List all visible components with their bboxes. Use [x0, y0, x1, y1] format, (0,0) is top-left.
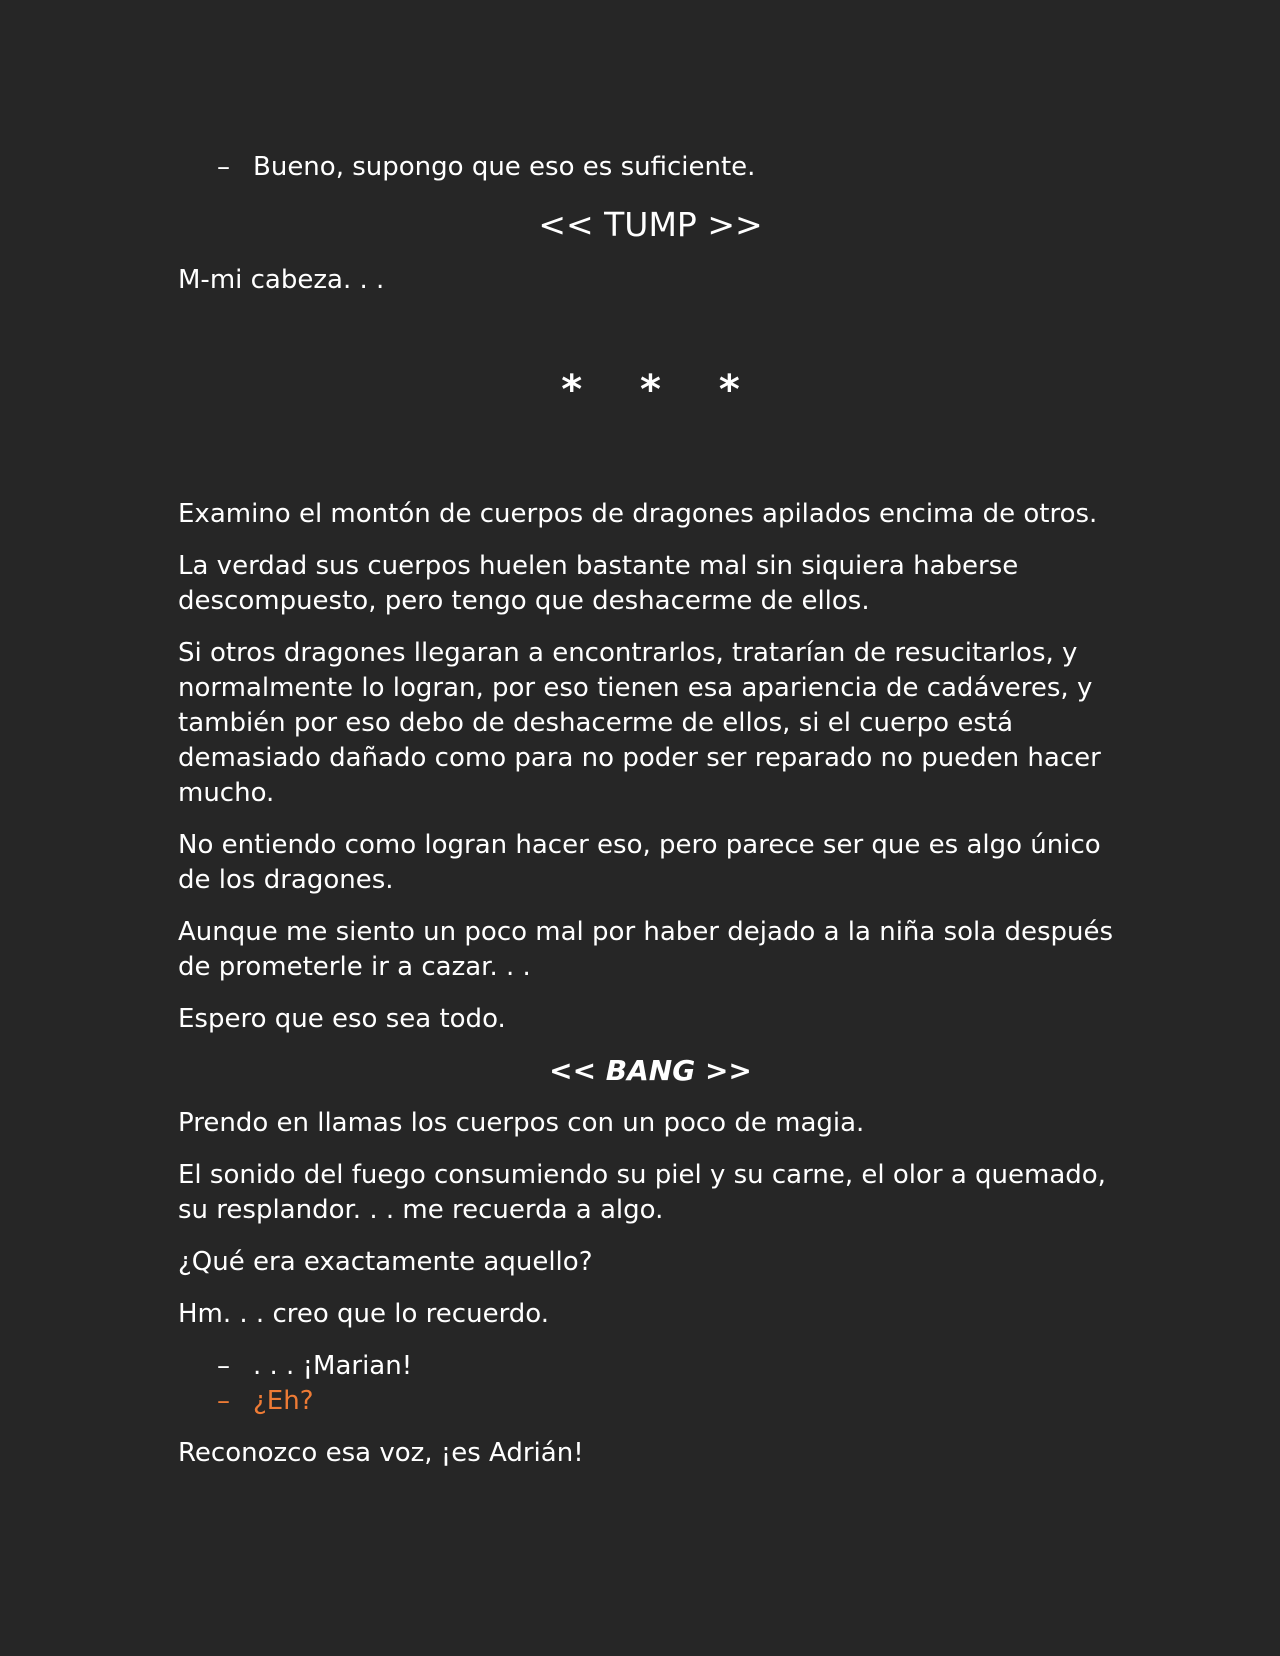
sound-effect-tump: << TUMP >>	[538, 205, 763, 244]
dialogue-dash: –	[217, 1386, 230, 1416]
paragraph: La verdad sus cuerpos huelen bastante mal sin siquiera haberse descompuesto, pero tengo que deshacerme de ellos.	[178, 551, 1019, 616]
paragraph: Examino el montón de cuerpos de dragones apilados encima de otros.	[178, 499, 1098, 529]
dialogue-line	[178, 150, 1123, 185]
paragraph: Aunque me siento un poco mal por haber dejado a la niña sola después de prometerle ir a cazar. . .	[178, 917, 1114, 982]
paragraph: Espero que eso sea todo.	[178, 1004, 506, 1034]
paragraph: Prendo en llamas los cuerpos con un poco de magia.	[178, 1108, 865, 1138]
dialogue-text: ¿Eh?	[253, 1386, 314, 1416]
paragraph: No entiendo como logran hacer eso, pero parece ser que es algo único de los dragones.	[178, 830, 1101, 895]
paragraph: Reconozco esa voz, ¡es Adrián!	[178, 1438, 584, 1468]
dialogue-text: . . . ¡Marian!	[253, 1351, 413, 1381]
paragraph: Si otros dragones llegaran a encontrarlos, tratarían de resucitarlos, y normalmente lo logran, por eso tienen esa apariencia de cadáveres, y también por eso debo de deshacerme de ellos, si el cuerpo está demasiado dañado como para no poder ser reparado no pueden hacer mucho.	[178, 638, 1101, 808]
scene-separator: * * *	[561, 367, 762, 413]
dialogue-line	[178, 1349, 1123, 1384]
paragraph: Hm. . . creo que lo recuerdo.	[178, 1299, 550, 1329]
dialogue-line-highlighted	[178, 1384, 1123, 1419]
paragraph: M-mi cabeza. . .	[178, 265, 385, 295]
sound-effect-bang: << BANG >>	[549, 1054, 752, 1087]
dialogue-dash: –	[217, 152, 230, 182]
dialogue-dash: –	[217, 1351, 230, 1381]
paragraph: ¿Qué era exactamente aquello?	[178, 1247, 593, 1277]
paragraph: El sonido del fuego consumiendo su piel y su carne, el olor a quemado, su resplandor. . . me recuerda a algo.	[178, 1160, 1106, 1225]
dialogue-text: Bueno, supongo que eso es suficiente.	[253, 152, 756, 182]
